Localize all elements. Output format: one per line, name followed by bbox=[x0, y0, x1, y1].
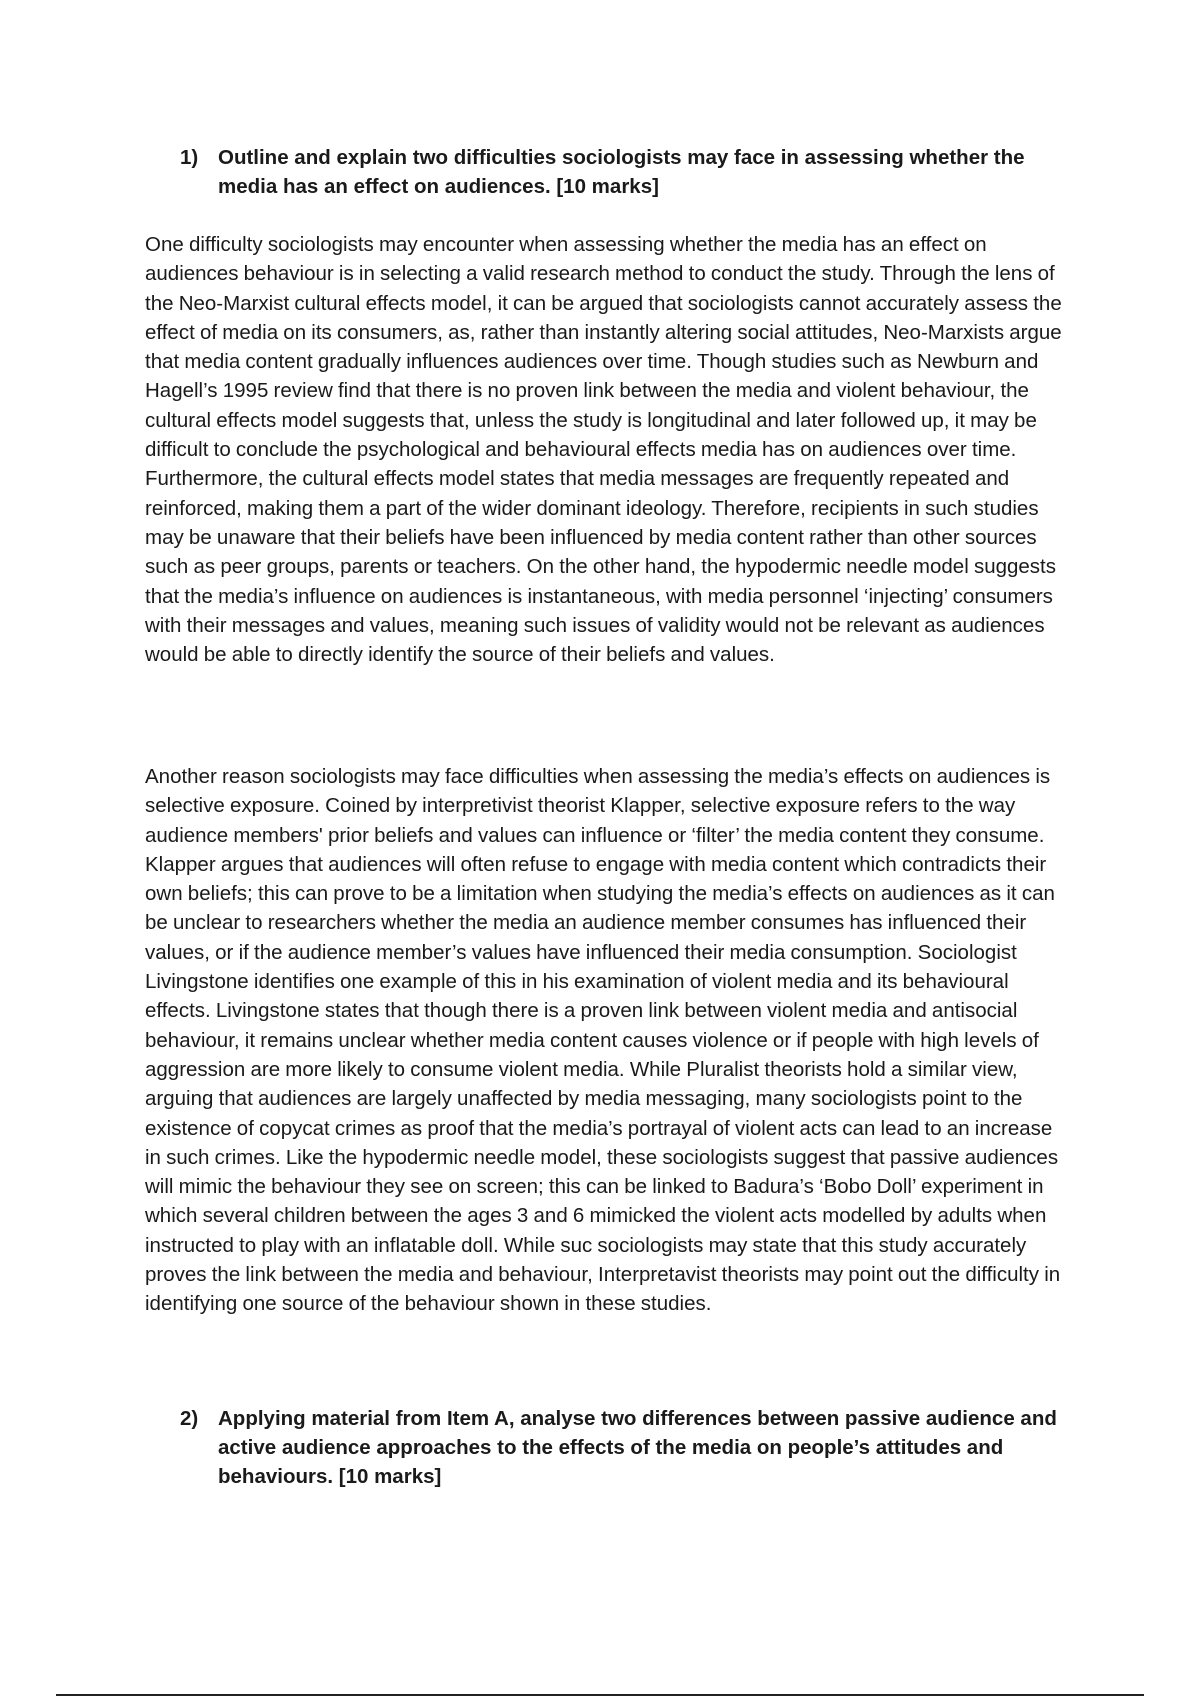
answer-paragraph-1: One difficulty sociologists may encounter when assessing whether the media has an effect on audiences behaviour is in selecting a valid research method to conduct the study. Through the lens of the Neo-Marxist cultural effects model, it can be argued that sociologists cannot accurately assess the effect of media on its consumers, as, rather than instantly altering social attitudes, Neo-Marxists argue that media content gradually influences audiences over time. Though studies such as Newburn and Hagell’s 1995 review find that there is no proven link between the media and violent behaviour, the cultural effects model suggests that, unless the study is longitudinal and later followed up, it may be difficult to conclude the psychological and behavioural effects media has on audiences over time. Furthermore, the cultural effects model states that media messages are frequently repeated and reinforced, making them a part of the wider dominant ideology. Therefore, recipients in such studies may be unaware that their beliefs have been influenced by media content rather than other sources such as peer groups, parents or teachers. On the other hand, the hypodermic needle model suggests that the media’s influence on audiences is instantaneous, with media personnel ‘injecting’ consumers with their messages and values, meaning such issues of validity would not be relevant as audiences would be able to directly identify the source of their beliefs and values. bbox=[145, 233, 1062, 667]
page-bottom-rule bbox=[56, 1694, 1144, 1696]
answer-paragraph-2: Another reason sociologists may face difficulties when assessing the media’s effects on audiences is selective exposure. Coined by interpretivist theorist Klapper, selective exposure refers to the way audience members' prior beliefs and values can influence or ‘filter’ the media content they consume. Klapper argues that audiences will often refuse to engage with media content which contradicts their own beliefs; this can prove to be a limitation when studying the media’s effects on audiences as it can be unclear to researchers whether the media an audience member consumes has influenced their values, or if the audience member’s values have influenced their media consumption. Sociologist Livingstone identifies one example of this in his examination of violent media and its behavioural effects. Livingstone states that though there is a proven link between violent media and antisocial behaviour, it remains unclear whether media content causes violence or if people with high levels of aggression are more likely to consume violent media. While Pluralist theorists hold a similar view, arguing that audiences are largely unaffected by media messaging, many sociologists point to the existence of copycat crimes as proof that the media’s portrayal of violent acts can lead to an increase in such crimes. Like the hypodermic needle model, these sociologists suggest that passive audiences will mimic the behaviour they see on screen; this can be linked to Badura’s ‘Bobo Doll’ experiment in which several children between the ages 3 and 6 mimicked the violent acts modelled by adults when instructed to play with an inflatable doll. While suc sociologists may state that this study accurately proves the link between the media and behaviour, Interpretavist theorists may point out the difficulty in identifying one source of the behaviour shown in these studies. bbox=[145, 765, 1061, 1316]
question-number: 2) bbox=[180, 1407, 199, 1430]
question-2 bbox=[180, 1404, 1060, 1491]
question-1 bbox=[180, 143, 1060, 201]
question-text: Applying material from Item A, analyse two differences between passive audience and active audience approaches to the effects of the media on people’s attitudes and behaviours. [10 marks] bbox=[218, 1407, 1057, 1488]
question-number: 1) bbox=[180, 146, 199, 169]
question-text: Outline and explain two difficulties sociologists may face in assessing whether the media has an effect on audiences. [10 marks] bbox=[218, 146, 1025, 198]
